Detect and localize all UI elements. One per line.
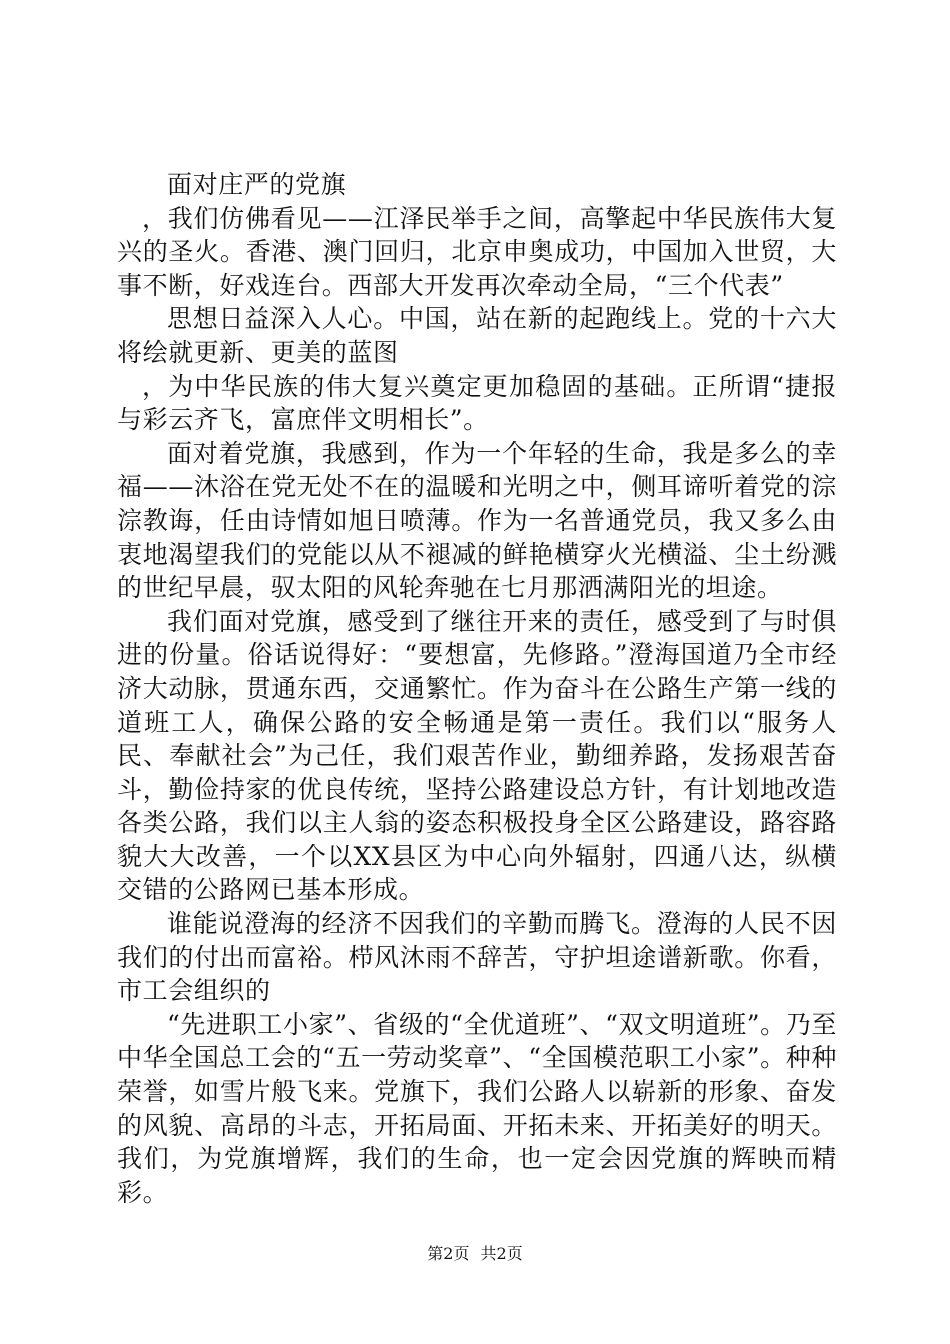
paragraph-4: ，为中华民族的伟大复兴奠定更加稳固的基础。正所谓“捷报与彩云齐飞，富庶伴文明相长”。: [117, 371, 837, 435]
paragraph-7: 谁能说澄海的经济不因我们的辛勤而腾飞。澄海的人民不因我们的付出而富裕。栉风沐雨不辞苦，守护坦途谱新歌。你看，市工会组织的: [117, 909, 837, 1006]
document-body: [117, 168, 837, 1209]
page-number: 第2页: [427, 1244, 470, 1263]
paragraph-6: 我们面对党旗，感受到了继往开来的责任，感受到了与时俱进的份量。俗话说得好：“要想富，先修路。”澄海国道乃全市经济大动脉，贯通东西，交通繁忙。作为奋斗在公路生产第一线的道班工人，确保公路的安全畅通是第一责任。我们以“服务人民、奉献社会”为己任，我们艰苦作业，勤细养路，发扬艰苦奋斗，勤俭持家的优良传统，坚持公路建设总方针，有计划地改造各类公路，我们以主人翁的姿态积极投身全区公路建设，路容路貌大大改善，一个以XX县区为中心向外辐射，四通八达，纵横交错的公路网已基本形成。: [117, 606, 837, 905]
paragraph-8: “先进职工小家”、省级的“全优道班”、“双文明道班”。乃至中华全国总工会的“五一劳动奖章”、“全国模范职工小家”。种种荣誉，如雪片般飞来。党旗下，我们公路人以崭新的形象、奋发的风貌、高昂的斗志，开拓局面、开拓未来、开拓美好的明天。我们，为党旗增辉，我们的生命，也一定会因党旗的辉映而精彩。: [117, 1009, 837, 1207]
page-footer: [0, 1244, 950, 1264]
paragraph-1: 面对庄严的党旗: [167, 170, 347, 199]
paragraph-3: 思想日益深入人心。中国，站在新的起跑线上。党的十六大将绘就更新、更美的蓝图: [117, 304, 837, 367]
paragraph-5: 面对着党旗，我感到，作为一个年轻的生命，我是多么的幸福——沐浴在党无处不在的温暖和光明之中，侧耳谛听着党的淙淙教诲，任由诗情如旭日喷薄。作为一名普通党员，我又多么由衷地渴望我们的党能以从不褪减的鲜艳横穿火光横溢、尘土纷溅的世纪早晨，驭太阳的风轮奔驰在七月那洒满阳光的坦途。: [117, 438, 837, 603]
paragraph-2: ，我们仿佛看见——江泽民举手之间，高擎起中华民族伟大复兴的圣火。香港、澳门回归，北京申奥成功，中国加入世贸，大事不断，好戏连台。西部大开发再次牵动全局，“三个代表”: [117, 203, 837, 300]
page-total: 共2页: [480, 1244, 523, 1263]
